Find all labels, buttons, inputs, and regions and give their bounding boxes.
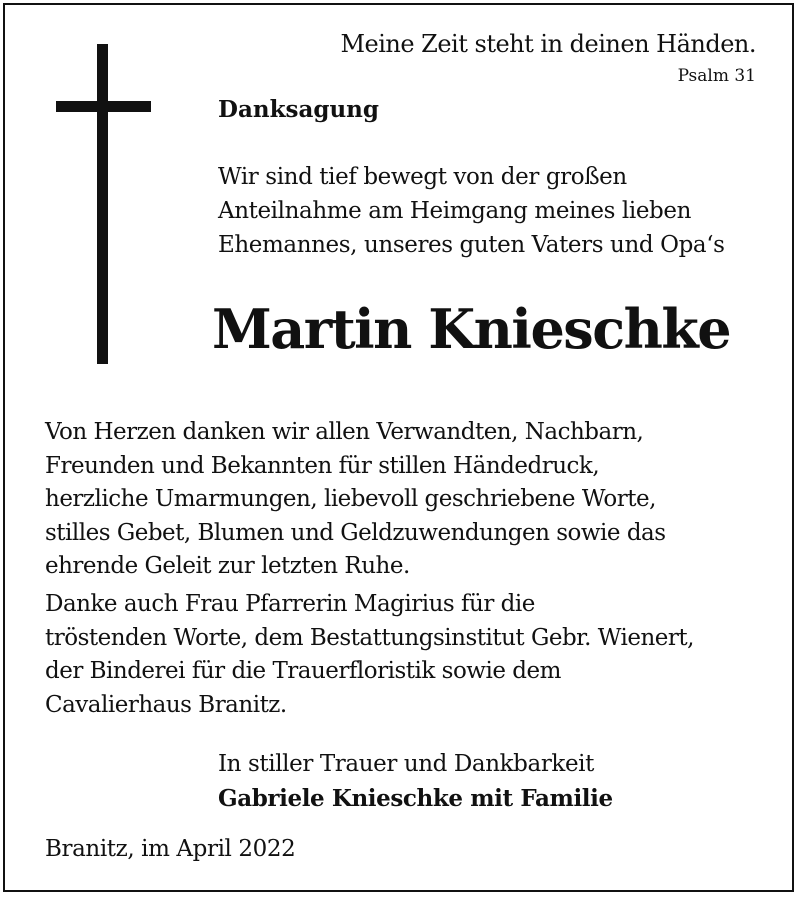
paragraph-line: der Binderei für die Trauerfloristik sowie dem [45, 658, 561, 684]
paragraph-line: tröstenden Worte, dem Bestattungsinstitut Gebr. Wienert, [45, 624, 694, 651]
signature: Gabriele Knieschke mit Familie [218, 784, 613, 812]
intro-line: Ehemannes, unseres guten Vaters und Opa‘s [218, 232, 725, 258]
paragraph-line: Danke auch Frau Pfarrerin Magirius für die [45, 591, 535, 617]
thanks-paragraph-1 [45, 416, 666, 584]
closing-block [218, 748, 613, 815]
paragraph-line: Cavalierhaus Branitz. [45, 691, 287, 718]
cross-horizontal-bar [56, 101, 151, 112]
intro-text [218, 160, 725, 262]
thanks-paragraph-2 [45, 588, 694, 722]
paragraph-line: herzliche Umarmungen, liebevoll geschriebene Worte, [45, 486, 656, 512]
paragraph-line: Freunden und Bekannten für stillen Händedruck, [45, 452, 600, 479]
cross-vertical-bar [97, 44, 108, 364]
intro-line: Anteilnahme am Heimgang meines lieben [218, 198, 691, 224]
intro-line: Wir sind tief bewegt von der großen [218, 164, 627, 190]
paragraph-line: ehrende Geleit zur letzten Ruhe. [45, 553, 410, 579]
motto-source: Psalm 31 [677, 66, 756, 86]
paragraph-line: stilles Gebet, Blumen und Geldzuwendungen sowie das [45, 519, 666, 546]
deceased-name: Martin Knieschke [212, 297, 731, 361]
heading: Danksagung [218, 96, 379, 123]
place-date: Branitz, im April 2022 [45, 836, 296, 862]
motto-text: Meine Zeit steht in deinen Händen. [340, 30, 756, 58]
paragraph-line: Von Herzen danken wir allen Verwandten, Nachbarn, [45, 419, 644, 445]
closing-line: In stiller Trauer und Dankbarkeit [218, 751, 594, 777]
